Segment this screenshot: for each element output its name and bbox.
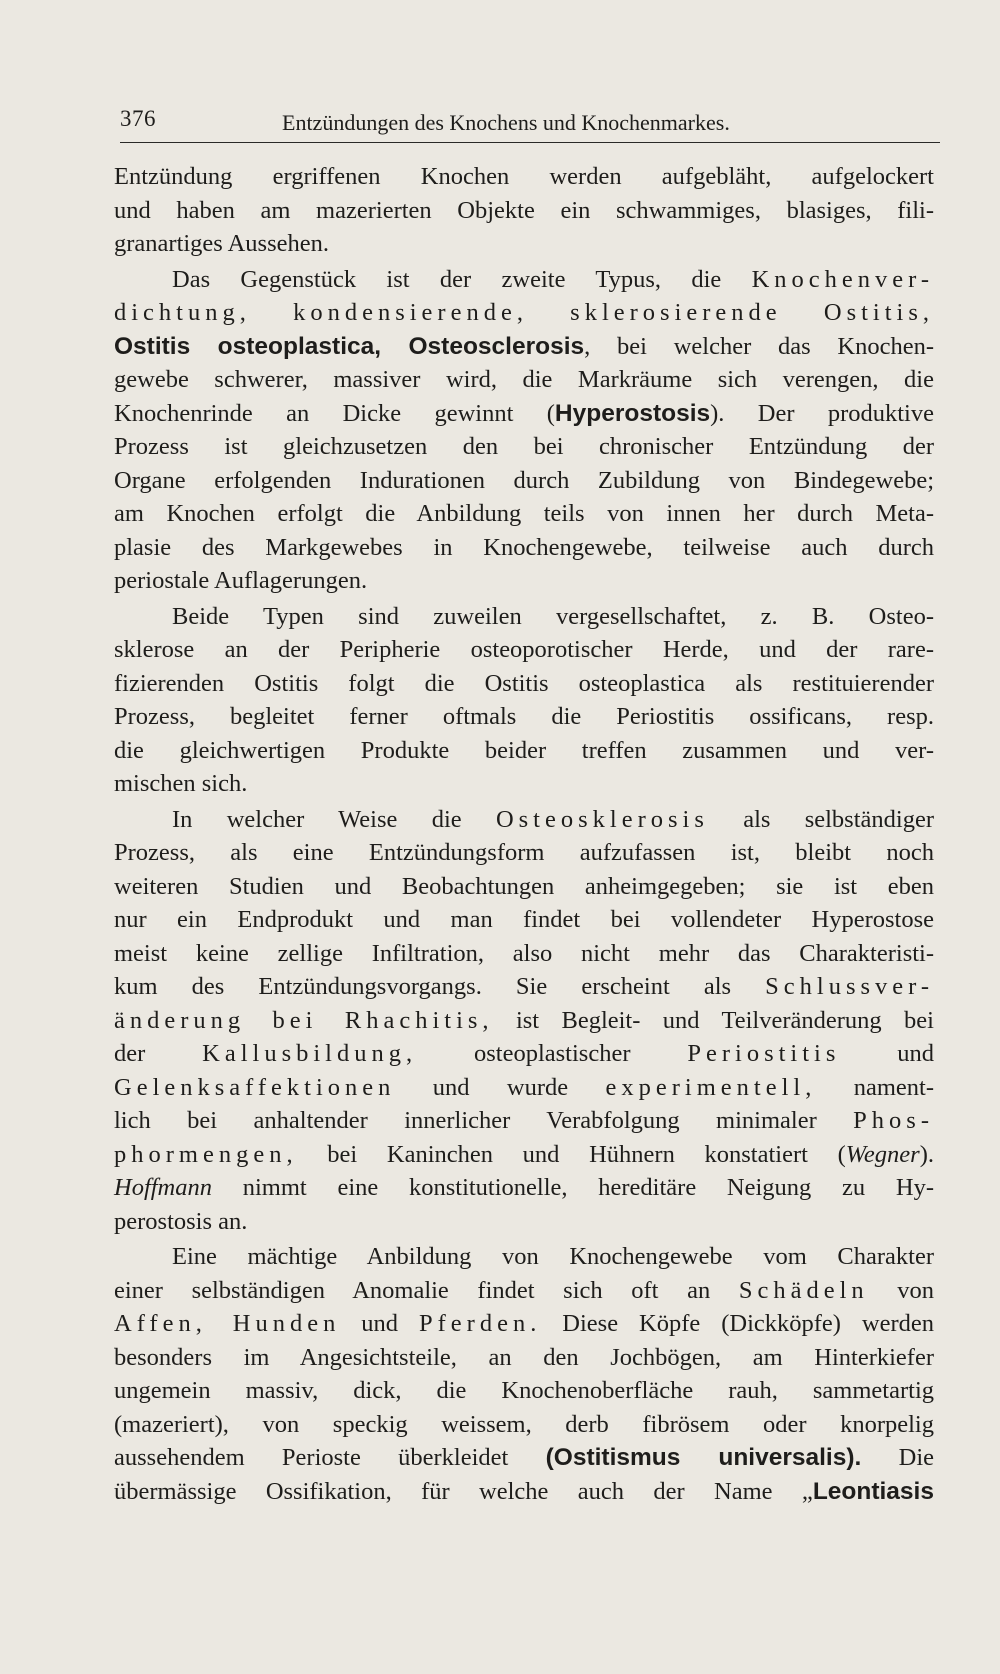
spaced-term: Phos-	[853, 1107, 934, 1134]
spaced-term: Affen, Hunden	[114, 1310, 341, 1337]
text-line: kum des Entzündungsvorgangs. Sie erscheint als Schlussver-	[114, 973, 934, 1000]
spaced-term: änderung bei Rhachitis,	[114, 1006, 494, 1034]
running-title: Entzündungen des Knochens und Knochenmarkes.	[282, 110, 730, 135]
bold-term: (Ostitismus universalis).	[545, 1444, 862, 1471]
text-line: mischen sich.	[114, 770, 248, 797]
text-line: fizierenden Ostitis folgt die Ostitis osteoplastica als restituierender	[114, 669, 934, 697]
spaced-term: phormengen,	[114, 1140, 298, 1168]
text-line: und haben am mazerierten Objekte ein schwammiges, blasiges, fili-	[114, 196, 934, 224]
text-line: granartiges Aussehen.	[114, 230, 329, 257]
text-line: aussehendem Perioste überkleidet (Ostitismus universalis). Die	[114, 1444, 935, 1471]
page-header	[120, 102, 940, 143]
text-line: weiteren Studien und Beobachtungen anheimgegeben; sie ist eben	[114, 872, 934, 900]
text-line: Beide Typen sind zuweilen vergesellschaftet, z. B. Osteo-	[172, 602, 934, 630]
page-number: 376	[120, 106, 156, 131]
spaced-term: Schlussver-	[765, 973, 934, 1000]
text-line: am Knochen erfolgt die Anbildung teils von innen her durch Meta-	[114, 500, 934, 527]
text-line: sklerose an der Peripherie osteoporotischer Herde, und der rare-	[114, 636, 934, 663]
spaced-term: Kallusbildung,	[202, 1040, 418, 1067]
bold-term: Ostitis osteoplastica, Osteosclerosis	[114, 332, 585, 360]
text-line: der Kallusbildung, osteoplastischer Periostitis und	[114, 1040, 934, 1067]
text-line: Hoffmann nimmt eine konstitutionelle, hereditäre Neigung zu Hy-	[114, 1174, 934, 1201]
text-line: Prozess, als eine Entzündungsform aufzufassen ist, bleibt noch	[114, 839, 934, 866]
text-line: meist keine zellige Infiltration, also nicht mehr das Charakteristi-	[114, 939, 934, 967]
spaced-term: Gelenksaffektionen	[114, 1073, 396, 1101]
author-name: Wegner	[845, 1140, 920, 1168]
spaced-term: Periostitis	[687, 1040, 841, 1067]
text-line: Ostitis osteoplastica, Osteosclerosis, bei welcher das Knochen-	[114, 332, 934, 360]
text-line: einer selbständigen Anomalie findet sich oft an Schädeln von	[114, 1276, 935, 1304]
text-line: gewebe schwerer, massiver wird, die Markräume sich verengen, die	[114, 366, 934, 393]
text-line: Affen, Hunden und Pferden. Diese Köpfe (Dickköpfe) werden	[114, 1310, 934, 1337]
text-line: nur ein Endprodukt und man findet bei vollendeter Hyperostose	[114, 906, 934, 933]
text-line: Prozess, begleitet ferner oftmals die Periostitis ossificans, resp.	[114, 703, 934, 730]
spaced-term: Knochenver-	[751, 265, 934, 293]
spaced-term: Pferden.	[419, 1310, 542, 1337]
text-line: Prozess ist gleichzusetzen den bei chronischer Entzündung der	[114, 433, 934, 460]
text-line: periostale Auflagerungen.	[114, 567, 368, 594]
text-line: Entzündung ergriffenen Knochen werden aufgebläht, aufgelockert	[114, 163, 934, 190]
body-text	[114, 160, 934, 1508]
text-line: In welcher Weise die Osteosklerosis als selbständiger	[172, 805, 934, 833]
spaced-term: Schädeln	[738, 1276, 869, 1304]
text-line: besonders im Angesichtsteile, an den Jochbögen, am Hinterkiefer	[114, 1343, 934, 1371]
text-line: Das Gegenstück ist der zweite Typus, die Knochenver-	[172, 265, 934, 293]
text-line: änderung bei Rhachitis, ist Begleit- und Teilveränderung bei	[114, 1006, 934, 1034]
spaced-term: dichtung, kondensierende, sklerosierende Ostitis,	[114, 299, 934, 326]
text-line: (mazeriert), von speckig weissem, derb fibrösem oder knorpelig	[114, 1410, 934, 1438]
author-name: Hoffmann	[114, 1174, 212, 1201]
text-line: übermässige Ossifikation, für welche auch der Name „Leontiasis	[114, 1477, 934, 1505]
text-line: Eine mächtige Anbildung von Knochengewebe vom Charakter	[172, 1243, 934, 1270]
text-line: Gelenksaffektionen und wurde experimentell, nament-	[114, 1073, 934, 1101]
spaced-term: Osteosklerosis	[495, 805, 709, 833]
text-line: die gleichwertigen Produkte beider treffen zusammen und ver-	[114, 736, 934, 764]
text-line: lich bei anhaltender innerlicher Verabfolgung minimaler Phos-	[114, 1107, 934, 1134]
text-line	[114, 296, 934, 330]
text-line: Organe erfolgenden Indurationen durch Zubildung von Bindegewebe;	[114, 466, 934, 494]
text-line: ungemein massiv, dick, die Knochenoberfläche rauh, sammetartig	[114, 1377, 934, 1404]
text-line: Knochenrinde an Dicke gewinnt (Hyperostosis). Der produktive	[114, 399, 934, 427]
text-line: perostosis an.	[114, 1207, 248, 1235]
bold-term: Leontiasis	[812, 1477, 934, 1505]
spaced-term: experimentell,	[605, 1073, 817, 1101]
text-line: plasie des Markgewebes in Knochengewebe, teilweise auch durch	[114, 533, 934, 561]
text-line: phormengen, bei Kaninchen und Hühnern konstatiert (Wegner).	[114, 1140, 934, 1168]
bold-term: Hyperostosis	[554, 399, 711, 427]
